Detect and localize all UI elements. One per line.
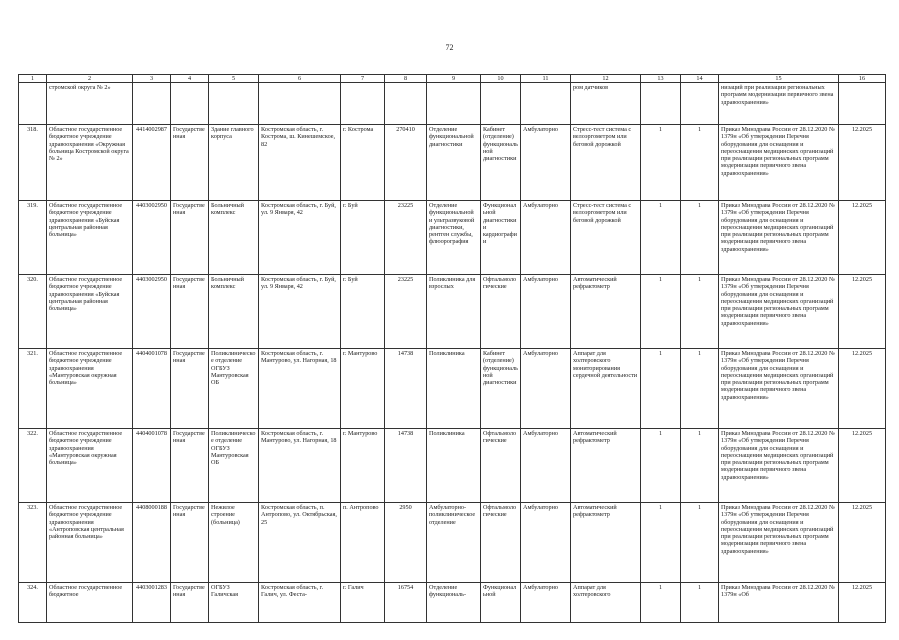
cell-form: Государственная bbox=[171, 125, 209, 201]
cell-room: Кабинет (отделение) функциональной диагностики bbox=[481, 125, 521, 201]
cell-org: Областное государственное бюджетное bbox=[47, 583, 133, 623]
column-number: 15 bbox=[719, 75, 839, 83]
cell-object: Поликлиническое отделение ОГБУЗ Мантуровская ОБ bbox=[209, 349, 259, 429]
cell-address: Костромская область, г. Буй, ул. 9 Января, 42 bbox=[259, 201, 341, 275]
cell-room: Функциональной bbox=[481, 583, 521, 623]
continuation-cell: стромской округа № 2» bbox=[47, 83, 133, 125]
cell-date: 12.2025 bbox=[839, 349, 886, 429]
cell-equipment: Автоматический рефрактометр bbox=[571, 275, 641, 349]
cell-basis: Приказ Минздрава России от 28.12.2020 № 1379н «Об утверждении Перечня оборудования для оснащения и переоснащения медицинских организаций при реализации региональных программ модернизации первичного звена здравоохранения» bbox=[719, 201, 839, 275]
cell-date: 12.2025 bbox=[839, 201, 886, 275]
cell-num: 322. bbox=[19, 429, 47, 503]
page-number: 72 bbox=[445, 43, 454, 52]
cell-form: Государственная bbox=[171, 275, 209, 349]
cell-unit: Отделение функциональной и ультразвуковой диагностики, рентген службы, флюорография bbox=[427, 201, 481, 275]
column-number: 16 bbox=[839, 75, 886, 83]
column-number: 3 bbox=[133, 75, 171, 83]
cell-date: 12.2025 bbox=[839, 125, 886, 201]
column-number: 7 bbox=[341, 75, 385, 83]
cell-room: Офтальмологические bbox=[481, 429, 521, 503]
cell-room: Офтальмологические bbox=[481, 503, 521, 583]
empty-cell bbox=[171, 83, 209, 125]
table-row bbox=[19, 125, 886, 201]
empty-cell bbox=[839, 83, 886, 125]
empty-cell bbox=[19, 83, 47, 125]
cell-inn: 4414002987 bbox=[133, 125, 171, 201]
column-number: 13 bbox=[641, 75, 681, 83]
cell-q2: 1 bbox=[681, 275, 719, 349]
cell-equipment: Аппарат для холтеровского bbox=[571, 583, 641, 623]
cell-org: Областное государственное бюджетное учреждение здравоохранения «Окружная больница Костромской округа № 2» bbox=[47, 125, 133, 201]
table-row bbox=[19, 583, 886, 623]
cell-q2: 1 bbox=[681, 503, 719, 583]
cell-object: Поликлиническое отделение ОГБУЗ Мантуровская ОБ bbox=[209, 429, 259, 503]
cell-basis: Приказ Минздрава России от 28.12.2020 № 1379н «Об утверждении Перечня оборудования для оснащения и переоснащения медицинских организаций при реализации региональных программ модернизации первичного звена здравоохранения» bbox=[719, 503, 839, 583]
cell-population: 270410 bbox=[385, 125, 427, 201]
cell-care: Амбулаторно bbox=[521, 201, 571, 275]
cell-num: 323. bbox=[19, 503, 47, 583]
cell-room: Офтальмологические bbox=[481, 275, 521, 349]
cell-equipment: Автоматический рефрактометр bbox=[571, 503, 641, 583]
cell-locality: г. Мантурово bbox=[341, 429, 385, 503]
cell-object: Здание главного корпуса bbox=[209, 125, 259, 201]
cell-q2: 1 bbox=[681, 349, 719, 429]
cell-form: Государственная bbox=[171, 201, 209, 275]
cell-inn: 4403002950 bbox=[133, 275, 171, 349]
column-number: 2 bbox=[47, 75, 133, 83]
column-number: 9 bbox=[427, 75, 481, 83]
empty-cell bbox=[133, 83, 171, 125]
cell-num: 318. bbox=[19, 125, 47, 201]
equipment-table bbox=[18, 74, 886, 623]
cell-address: Костромская область, г. Кострома, ш. Кинешемское, 82 bbox=[259, 125, 341, 201]
cell-basis: Приказ Минздрава России от 28.12.2020 № 1379н «Об утверждении Перечня оборудования для оснащения и переоснащения медицинских организаций при реализации региональных программ модернизации первичного звена здравоохранения» bbox=[719, 349, 839, 429]
column-number: 8 bbox=[385, 75, 427, 83]
cell-unit: Поликлиника bbox=[427, 349, 481, 429]
cell-locality: г. Буй bbox=[341, 201, 385, 275]
cell-unit: Амбулаторно-поликлиническое отделение bbox=[427, 503, 481, 583]
cell-unit: Поликлиника для взрослых bbox=[427, 275, 481, 349]
cell-num: 319. bbox=[19, 201, 47, 275]
cell-locality: г. Буй bbox=[341, 275, 385, 349]
cell-care: Амбулаторно bbox=[521, 429, 571, 503]
cell-equipment: Стресс-тест система с велоэргометром или беговой дорожкой bbox=[571, 125, 641, 201]
column-number: 11 bbox=[521, 75, 571, 83]
cell-org: Областное государственное бюджетное учреждение здравоохранения «Буйская центральная районная больница» bbox=[47, 201, 133, 275]
cell-population: 23225 bbox=[385, 275, 427, 349]
cell-equipment: Автоматический рефрактометр bbox=[571, 429, 641, 503]
cell-object: Больничный комплекс bbox=[209, 275, 259, 349]
cell-object: Нежилое строение (больница) bbox=[209, 503, 259, 583]
cell-address: Костромская область, п. Антропово, ул. Октябрьская, 25 bbox=[259, 503, 341, 583]
cell-q1: 1 bbox=[641, 429, 681, 503]
table-row bbox=[19, 275, 886, 349]
cell-locality: г. Кострома bbox=[341, 125, 385, 201]
cell-q1: 1 bbox=[641, 201, 681, 275]
empty-cell bbox=[641, 83, 681, 125]
cell-locality: г. Мантурово bbox=[341, 349, 385, 429]
cell-room: Функциональной диагностики и кардиографии bbox=[481, 201, 521, 275]
column-number: 12 bbox=[571, 75, 641, 83]
table-row bbox=[19, 201, 886, 275]
column-number: 1 bbox=[19, 75, 47, 83]
cell-population: 14738 bbox=[385, 349, 427, 429]
cell-date: 12.2025 bbox=[839, 429, 886, 503]
column-number: 4 bbox=[171, 75, 209, 83]
cell-population: 14738 bbox=[385, 429, 427, 503]
cell-q1: 1 bbox=[641, 125, 681, 201]
cell-care: Амбулаторно bbox=[521, 583, 571, 623]
empty-cell bbox=[481, 83, 521, 125]
cell-equipment: Стресс-тест система с велоэргометром или беговой дорожкой bbox=[571, 201, 641, 275]
cell-unit: Поликлиника bbox=[427, 429, 481, 503]
cell-object: ОГБУЗ Галичская bbox=[209, 583, 259, 623]
cell-num: 320. bbox=[19, 275, 47, 349]
cell-date: 12.2025 bbox=[839, 583, 886, 623]
column-number: 14 bbox=[681, 75, 719, 83]
cell-basis: Приказ Минздрава России от 28.12.2020 № 1379н «Об утверждении Перечня оборудования для оснащения и переоснащения медицинских организаций при реализации региональных программ модернизации первичного звена здравоохранения» bbox=[719, 125, 839, 201]
cell-basis: Приказ Минздрава России от 28.12.2020 № 1379н «Об bbox=[719, 583, 839, 623]
continuation-cell: ром датчиков bbox=[571, 83, 641, 125]
cell-care: Амбулаторно bbox=[521, 349, 571, 429]
table-row bbox=[19, 349, 886, 429]
cell-org: Областное государственное бюджетное учреждение здравоохранения «Мантуровская окружная больница» bbox=[47, 429, 133, 503]
cell-form: Государственная bbox=[171, 349, 209, 429]
cell-form: Государственная bbox=[171, 583, 209, 623]
cell-basis: Приказ Минздрава России от 28.12.2020 № 1379н «Об утверждении Перечня оборудования для оснащения и переоснащения медицинских организаций при реализации региональных программ модернизации первичного звена здравоохранения» bbox=[719, 275, 839, 349]
continuation-row bbox=[19, 83, 886, 125]
cell-population: 23225 bbox=[385, 201, 427, 275]
cell-org: Областное государственное бюджетное учреждение здравоохранения «Антроповская центральная районная больница» bbox=[47, 503, 133, 583]
cell-object: Больничный комплекс bbox=[209, 201, 259, 275]
cell-unit: Отделение функциональной диагностики bbox=[427, 125, 481, 201]
cell-care: Амбулаторно bbox=[521, 503, 571, 583]
cell-inn: 4403001283 bbox=[133, 583, 171, 623]
cell-unit: Отделение функциональ- bbox=[427, 583, 481, 623]
cell-date: 12.2025 bbox=[839, 275, 886, 349]
column-number: 5 bbox=[209, 75, 259, 83]
empty-cell bbox=[341, 83, 385, 125]
cell-care: Амбулаторно bbox=[521, 275, 571, 349]
empty-cell bbox=[209, 83, 259, 125]
empty-cell bbox=[385, 83, 427, 125]
empty-cell bbox=[427, 83, 481, 125]
cell-form: Государственная bbox=[171, 503, 209, 583]
cell-num: 324. bbox=[19, 583, 47, 623]
cell-org: Областное государственное бюджетное учреждение здравоохранения «Буйская центральная районная больница» bbox=[47, 275, 133, 349]
column-number-row bbox=[19, 75, 886, 83]
cell-q1: 1 bbox=[641, 583, 681, 623]
cell-basis: Приказ Минздрава России от 28.12.2020 № 1379н «Об утверждении Перечня оборудования для оснащения и переоснащения медицинских организаций при реализации региональных программ модернизации первичного звена здравоохранения» bbox=[719, 429, 839, 503]
empty-cell bbox=[259, 83, 341, 125]
cell-org: Областное государственное бюджетное учреждение здравоохранения «Мантуровская окружная больница» bbox=[47, 349, 133, 429]
cell-q1: 1 bbox=[641, 503, 681, 583]
cell-q2: 1 bbox=[681, 429, 719, 503]
cell-date: 12.2025 bbox=[839, 503, 886, 583]
table-row bbox=[19, 429, 886, 503]
cell-locality: п. Антропово bbox=[341, 503, 385, 583]
table-row bbox=[19, 503, 886, 583]
cell-q2: 1 bbox=[681, 201, 719, 275]
cell-population: 16754 bbox=[385, 583, 427, 623]
cell-q1: 1 bbox=[641, 275, 681, 349]
cell-address: Костромская область, г. Мантурово, ул. Нагорная, 18 bbox=[259, 429, 341, 503]
empty-cell bbox=[681, 83, 719, 125]
cell-inn: 4404001078 bbox=[133, 429, 171, 503]
cell-room: Кабинет (отделение) функциональной диагностики bbox=[481, 349, 521, 429]
cell-q2: 1 bbox=[681, 125, 719, 201]
cell-num: 321. bbox=[19, 349, 47, 429]
continuation-cell: низаций при реализации региональных программ модернизации первичного звена здравоохранения» bbox=[719, 83, 839, 125]
cell-care: Амбулаторно bbox=[521, 125, 571, 201]
empty-cell bbox=[521, 83, 571, 125]
cell-inn: 4404001078 bbox=[133, 349, 171, 429]
cell-population: 2950 bbox=[385, 503, 427, 583]
cell-q1: 1 bbox=[641, 349, 681, 429]
column-number: 6 bbox=[259, 75, 341, 83]
cell-locality: г. Галич bbox=[341, 583, 385, 623]
cell-address: Костромская область, г. Буй, ул. 9 Января, 42 bbox=[259, 275, 341, 349]
cell-q2: 1 bbox=[681, 583, 719, 623]
column-number: 10 bbox=[481, 75, 521, 83]
cell-address: Костромская область, г. Мантурово, ул. Нагорная, 18 bbox=[259, 349, 341, 429]
cell-equipment: Аппарат для холтеровского мониторирования сердечной деятельности bbox=[571, 349, 641, 429]
cell-address: Костромская область, г. Галич, ул. Феста- bbox=[259, 583, 341, 623]
cell-form: Государственная bbox=[171, 429, 209, 503]
cell-inn: 4403002950 bbox=[133, 201, 171, 275]
cell-inn: 4408000188 bbox=[133, 503, 171, 583]
